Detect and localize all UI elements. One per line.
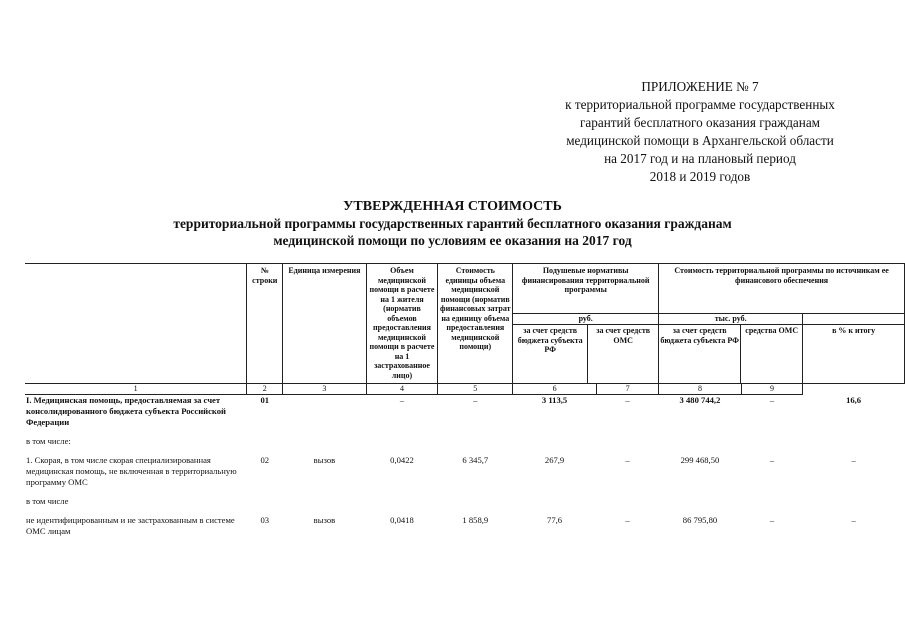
row-name: 1. Скорая, в том числе скорая специализированная медицинская помощь, не включенная в территориальную программу ОМС xyxy=(26,455,237,487)
row-volume xyxy=(366,496,438,507)
header-oms-funds: за счет средств ОМС xyxy=(596,326,651,345)
col-number: 4 xyxy=(366,384,438,395)
appendix-block xyxy=(520,78,880,186)
appendix-line: медицинской помощи в Архангельской области xyxy=(566,133,834,148)
row-per-budget: 3 113,5 xyxy=(541,395,568,405)
col-number: 2 xyxy=(247,384,283,395)
row-per-oms: – xyxy=(625,515,630,525)
table-row xyxy=(25,496,905,507)
row-no xyxy=(247,436,283,447)
header-program-cost: Стоимость территориальной программы по источникам ее финансового обеспечения xyxy=(659,264,905,314)
row-name: в том числе: xyxy=(26,436,71,446)
header-volume: Объем медицинской помощи в расчете на 1 жителя (норматив объемов предоставления медицинской помощи в расчете на 1 застрахованное лицо) xyxy=(366,264,438,384)
document-title xyxy=(40,198,865,249)
row-unit: вызов xyxy=(313,455,336,465)
title-line-3: медицинской помощи по условиям ее оказания на 2017 год xyxy=(273,233,632,248)
table-row xyxy=(25,395,905,429)
header-oms-2: средства ОМС xyxy=(745,326,799,335)
row-per-oms: – xyxy=(625,455,630,465)
col-number: 7 xyxy=(596,384,658,395)
row-cost xyxy=(438,496,513,507)
appendix-line: на 2017 год и на плановый период xyxy=(604,151,796,166)
row-per-budget: 267,9 xyxy=(544,455,565,465)
row-cost xyxy=(438,436,513,447)
row-unit xyxy=(283,496,366,507)
row-cost-budget xyxy=(659,436,742,447)
row-per-budget xyxy=(513,436,597,447)
row-per-budget: 77,6 xyxy=(547,515,563,525)
row-cost: 1 858,9 xyxy=(462,515,489,525)
row-cost-budget: 86 795,80 xyxy=(682,515,718,525)
header-cost: Стоимость единицы объема медицинской помощи (норматив финансовых затрат на единицу объема предоставления медицинской помощи) xyxy=(438,264,513,384)
col-number: 1 xyxy=(25,384,247,395)
row-no: 03 xyxy=(260,515,270,525)
col-number: 8 xyxy=(659,384,742,395)
row-volume: – xyxy=(399,395,405,405)
row-pct xyxy=(803,436,905,447)
title-line-2: территориальной программы государственных гарантий бесплатного оказания гражданам xyxy=(173,216,732,231)
row-cost-oms: – xyxy=(769,455,775,465)
row-per-oms: – xyxy=(625,395,630,405)
appendix-line: ПРИЛОЖЕНИЕ № 7 xyxy=(641,79,759,94)
row-unit xyxy=(283,395,366,429)
title-line-1: УТВЕРЖДЕННАЯ СТОИМОСТЬ xyxy=(343,199,562,214)
cost-table xyxy=(25,263,905,537)
row-no: 01 xyxy=(260,395,270,405)
row-cost-oms: – xyxy=(769,395,775,405)
row-cost-budget xyxy=(659,496,742,507)
row-per-oms xyxy=(596,496,658,507)
row-pct xyxy=(803,496,905,507)
row-volume: 0,0418 xyxy=(390,515,414,525)
row-pct: – xyxy=(851,515,856,525)
row-cost-oms xyxy=(741,436,802,447)
header-rub: руб. xyxy=(513,314,658,325)
row-per-oms xyxy=(596,436,658,447)
row-pct: – xyxy=(851,455,856,465)
row-cost-oms: – xyxy=(769,515,775,525)
col-number: 6 xyxy=(513,384,597,395)
header-per-capita: Подушевые нормативы финансирования территориальной программы xyxy=(513,264,659,314)
table-row xyxy=(25,515,905,537)
row-unit: вызов xyxy=(313,515,336,525)
row-cost-oms xyxy=(741,496,802,507)
appendix-line: к территориальной программе государственных xyxy=(565,97,835,112)
appendix-line: 2018 и 2019 годов xyxy=(649,169,751,184)
header-unit: Единица измерения xyxy=(283,264,366,384)
row-pct: 16,6 xyxy=(846,394,862,405)
col-number: 9 xyxy=(741,384,802,395)
row-unit xyxy=(283,436,366,447)
column-numbers xyxy=(25,384,905,395)
row-cost: 6 345,7 xyxy=(462,455,489,465)
table-row xyxy=(25,436,905,447)
row-volume: 0,0422 xyxy=(390,455,414,465)
header-budget-rf: за счет средств бюджета субъекта РФ xyxy=(513,325,588,383)
table-body xyxy=(25,395,905,538)
row-cost-budget: 299 468,50 xyxy=(680,455,720,465)
row-no: 02 xyxy=(260,455,270,465)
row-no xyxy=(247,496,283,507)
row-name: не идентифицированным и не застрахованным в системе ОМС лицам xyxy=(26,515,235,536)
row-name: I. Медицинская помощь, предоставляемая за счет консолидированного бюджета субъекта Российской Федерации xyxy=(26,395,226,427)
col-number: 3 xyxy=(283,384,366,395)
header-thousand-rub-group xyxy=(659,314,803,384)
row-cost-budget: 3 480 744,2 xyxy=(679,395,721,405)
row-per-budget xyxy=(513,496,597,507)
header-thousand-rub: тыс. руб. xyxy=(659,314,802,325)
header-pct-group xyxy=(803,314,905,384)
table-header xyxy=(25,264,905,384)
header-pct: в % к итогу xyxy=(832,326,876,335)
row-name: в том числе xyxy=(26,496,69,506)
table-row xyxy=(25,455,905,488)
header-budget-rf-2: за счет средств бюджета субъекта РФ xyxy=(659,325,741,383)
row-cost: – xyxy=(473,395,478,405)
header-row-no: № строки xyxy=(247,264,283,384)
col-number: 5 xyxy=(438,384,513,395)
appendix-line: гарантий бесплатного оказания гражданам xyxy=(579,115,821,130)
header-rub-group xyxy=(513,314,659,384)
row-volume xyxy=(366,436,438,447)
